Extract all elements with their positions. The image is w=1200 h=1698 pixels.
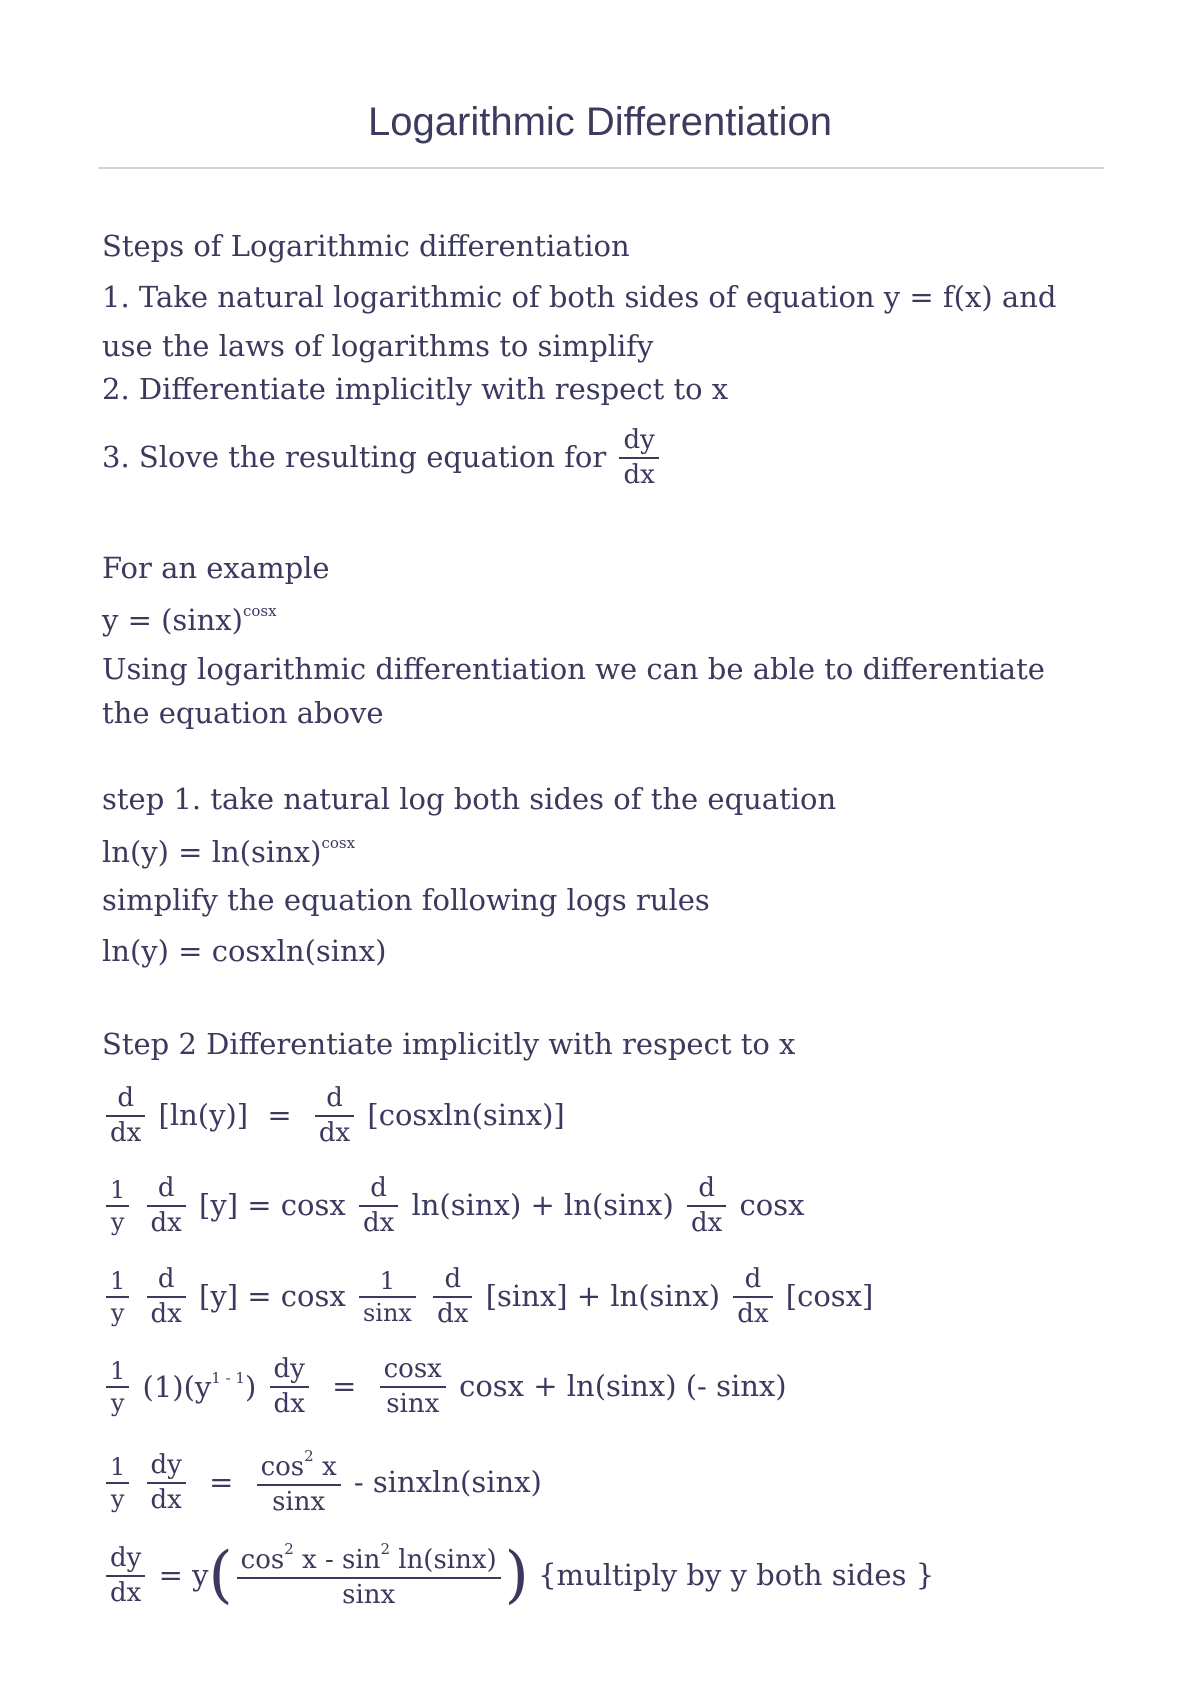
using-line2: the equation above <box>102 696 384 730</box>
step1-equation: $\ln(y) = \ln(\sin x)^{cosx}$ <box>102 834 356 869</box>
example-heading: For an example <box>102 551 330 585</box>
multiply-note: {multiply by y both sides } <box>538 1558 935 1592</box>
using-line1: Using logarithmic differentiation we can be able to differentiate <box>102 652 1045 686</box>
steps-heading: Steps of Logarithmic differentiation <box>102 229 630 263</box>
step1-line1: 1. Take natural logarithmic of both sides of equation y = f(x) and <box>102 280 1057 314</box>
example-equation: $y = (\sin x)^{cosx}$ <box>102 602 277 637</box>
equation-2: $\frac{1}{y}$ $\frac{d}{dx}$ [y] = cosx $\frac{d}{dx}$ ln(sinx) + ln(sinx) $\frac{d}{dx}$ cosx <box>102 1172 804 1239</box>
simplify-text: simplify the equation following logs rules <box>102 883 710 917</box>
equation-1: $\frac{d}{dx}$ [ln(y)] = $\frac{d}{dx}$ [cosxln(sinx)] <box>102 1082 565 1149</box>
equation-6: $\frac{dy}{dx}$ = y( $\frac{\cos^2 x - \sin^2 \ln(\sin x)}{\sin x}$ ) {multiply by y both sides } <box>102 1540 934 1611</box>
equation-3: $\frac{1}{y}$ $\frac{d}{dx}$ [y] = cosx $\frac{1}{\sin x}$ $\frac{d}{dx}$ [sinx] + ln(sinx) $\frac{d}{dx}$ [cosx] <box>102 1263 873 1330</box>
step3-text: 3. Slove the resulting equation for <box>102 440 607 474</box>
step1-heading: step 1. take natural log both sides of the equation <box>102 782 837 816</box>
dy-dx-fraction: $\frac{dy}{dx}$ <box>619 424 658 491</box>
simplified-equation: ln(y) = cosxln(sinx) <box>102 934 387 968</box>
equation-5: $\frac{1}{y}$ $\frac{dy}{dx}$ = $\frac{\cos^2 x}{\sin x}$ - sinxln(sinx) <box>102 1447 542 1518</box>
page-title: Logarithmic Differentiation <box>368 100 832 144</box>
step1-line2: use the laws of logarithms to simplify <box>102 329 654 363</box>
step2-heading: Step 2 Differentiate implicitly with respect to x <box>102 1027 796 1061</box>
title-divider <box>98 167 1104 169</box>
equation-4: $\frac{1}{y}$ $(1)(y^{1 - 1})$ $\frac{dy}{dx}$ = $\frac{\cos x}{\sin x}$ cosx + ln(sinx) (- sinx) <box>102 1353 787 1420</box>
step3-line <box>102 424 663 491</box>
step2-text: 2. Differentiate implicitly with respect to x <box>102 372 729 406</box>
